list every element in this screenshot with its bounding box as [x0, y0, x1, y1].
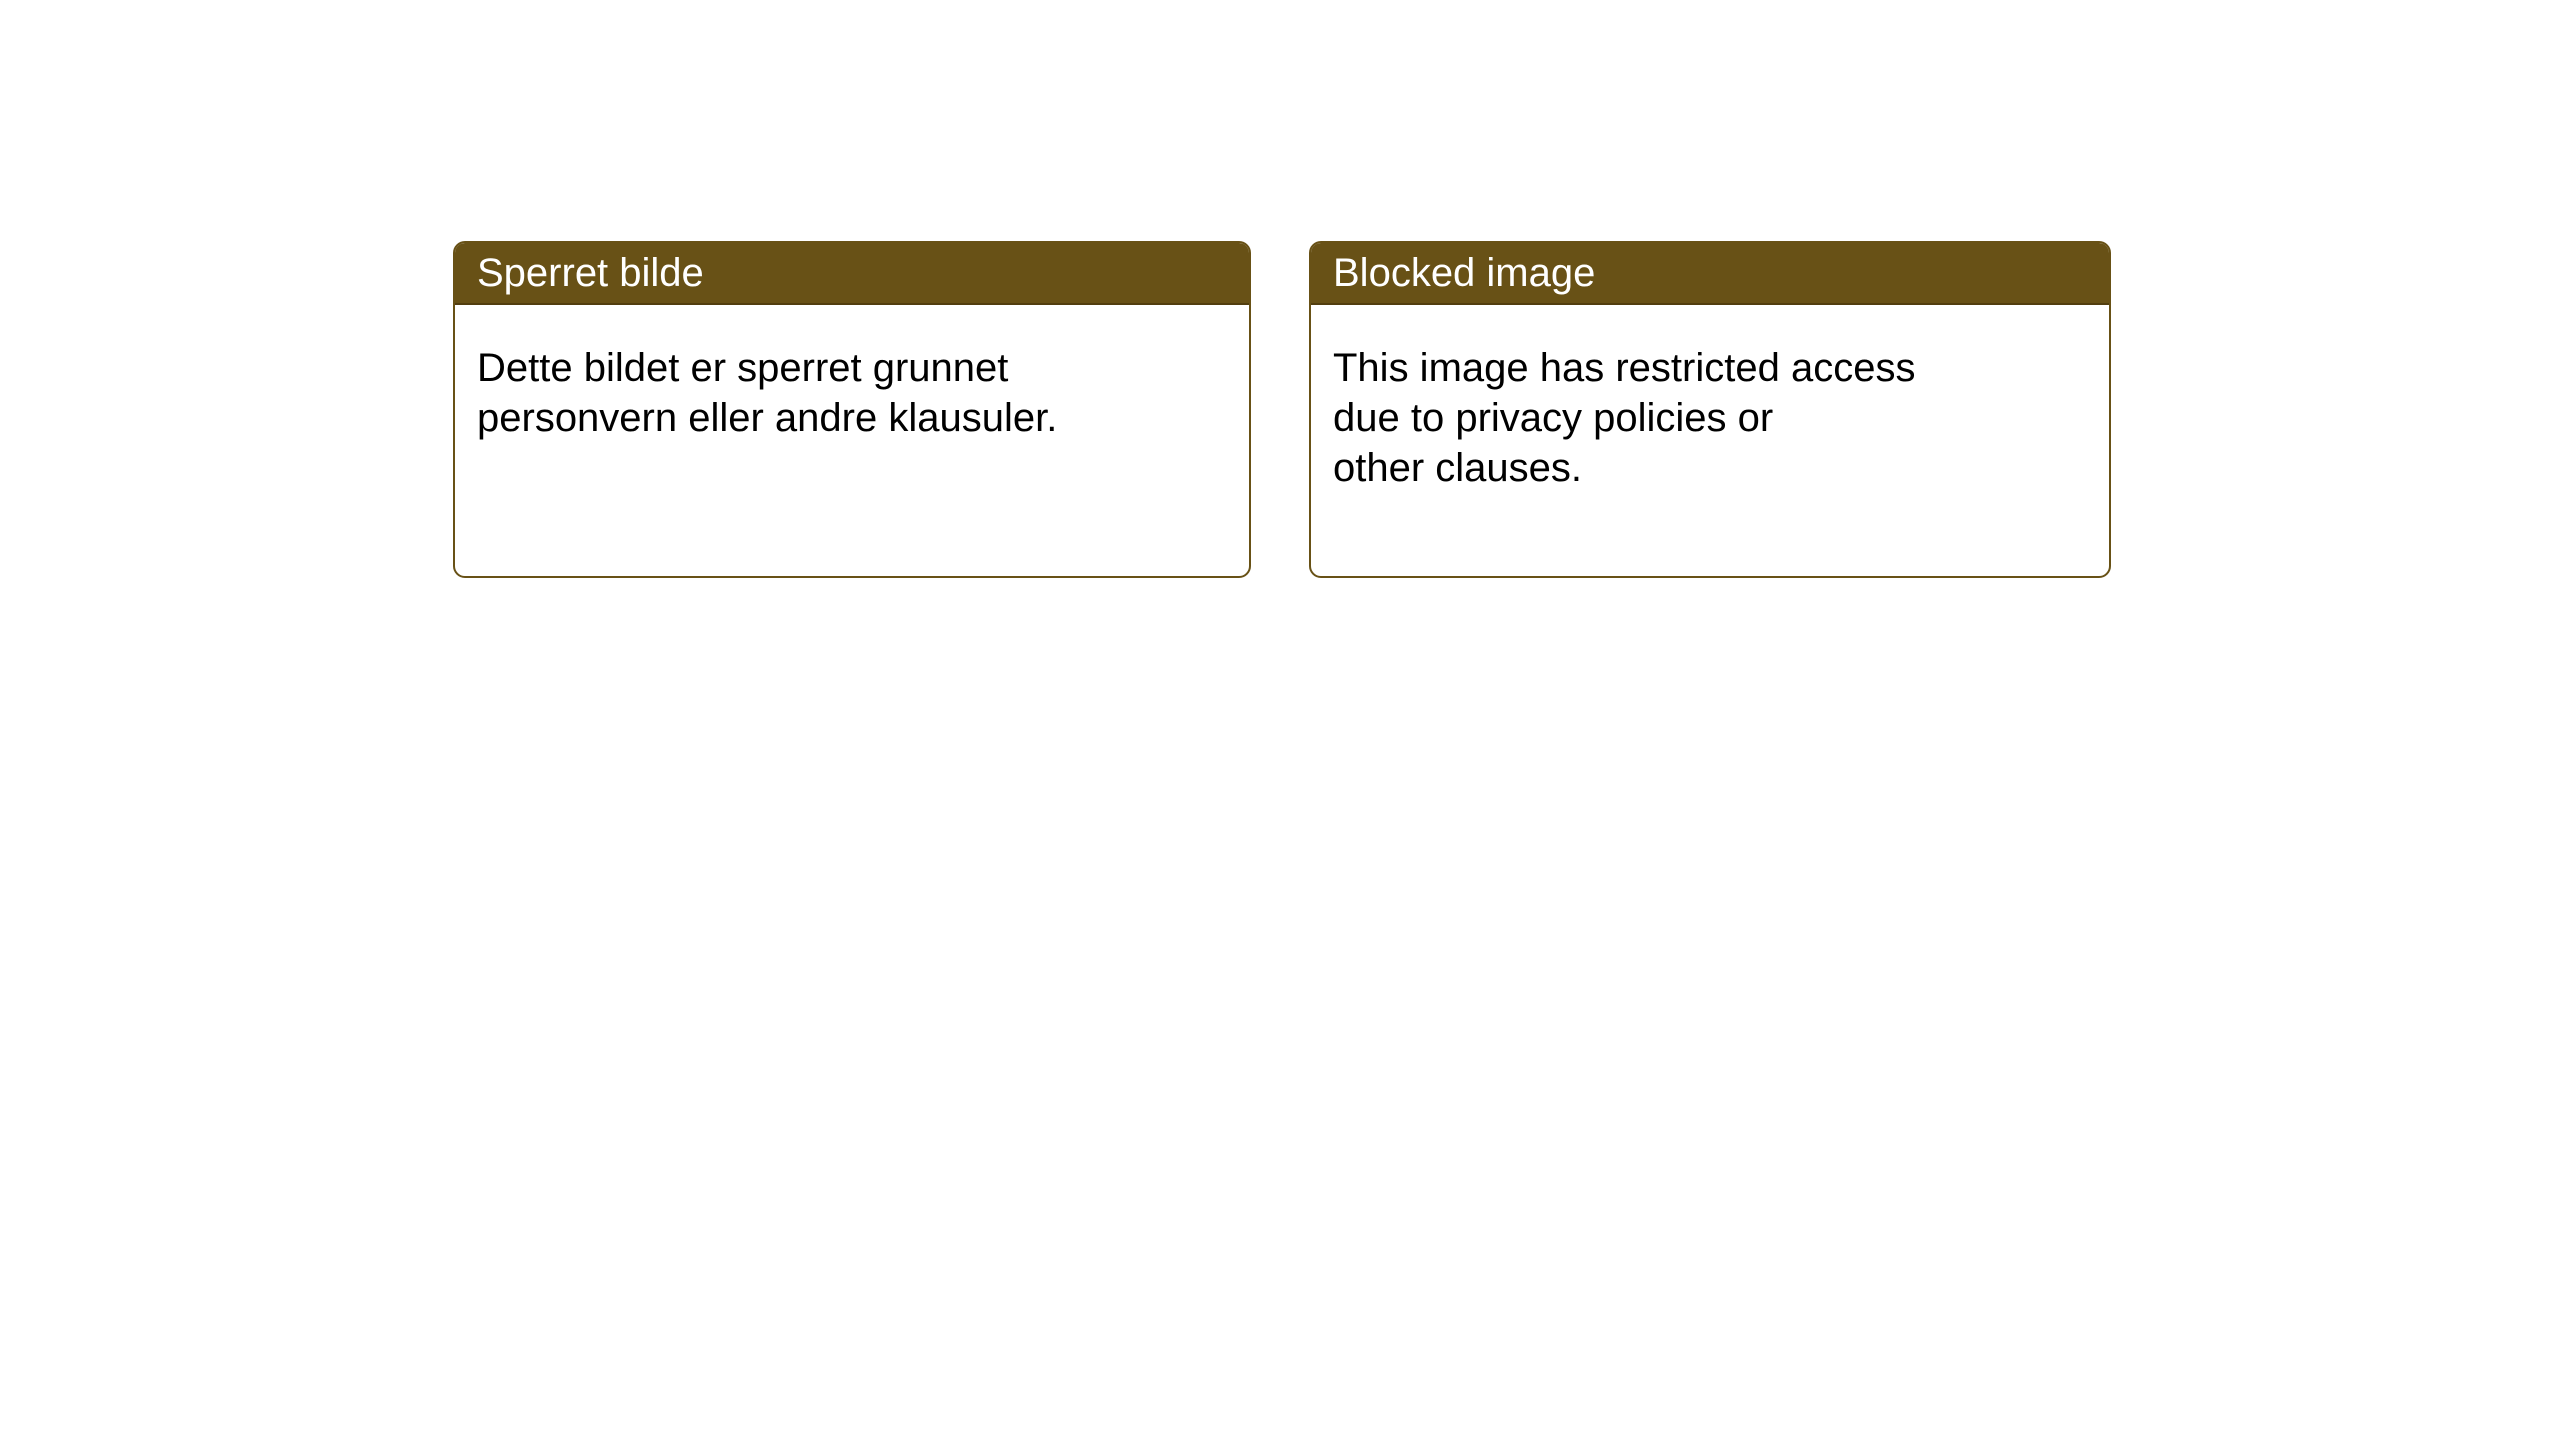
- blocked-image-card-english: [1309, 241, 2111, 578]
- body-line: due to privacy policies or: [1333, 396, 1774, 440]
- body-line: Dette bildet er sperret grunnet: [477, 346, 1009, 390]
- card-title: Blocked image: [1333, 251, 1596, 295]
- body-line: This image has restricted access: [1333, 346, 1916, 390]
- card-body: [1311, 305, 2109, 493]
- body-line: personvern eller andre klausuler.: [477, 396, 1058, 440]
- card-header: [1311, 243, 2109, 305]
- body-line: other clauses.: [1333, 446, 1583, 490]
- card-title: Sperret bilde: [477, 251, 704, 295]
- card-header: [455, 243, 1249, 305]
- blocked-image-card-norwegian: [453, 241, 1251, 578]
- card-body: [455, 305, 1249, 443]
